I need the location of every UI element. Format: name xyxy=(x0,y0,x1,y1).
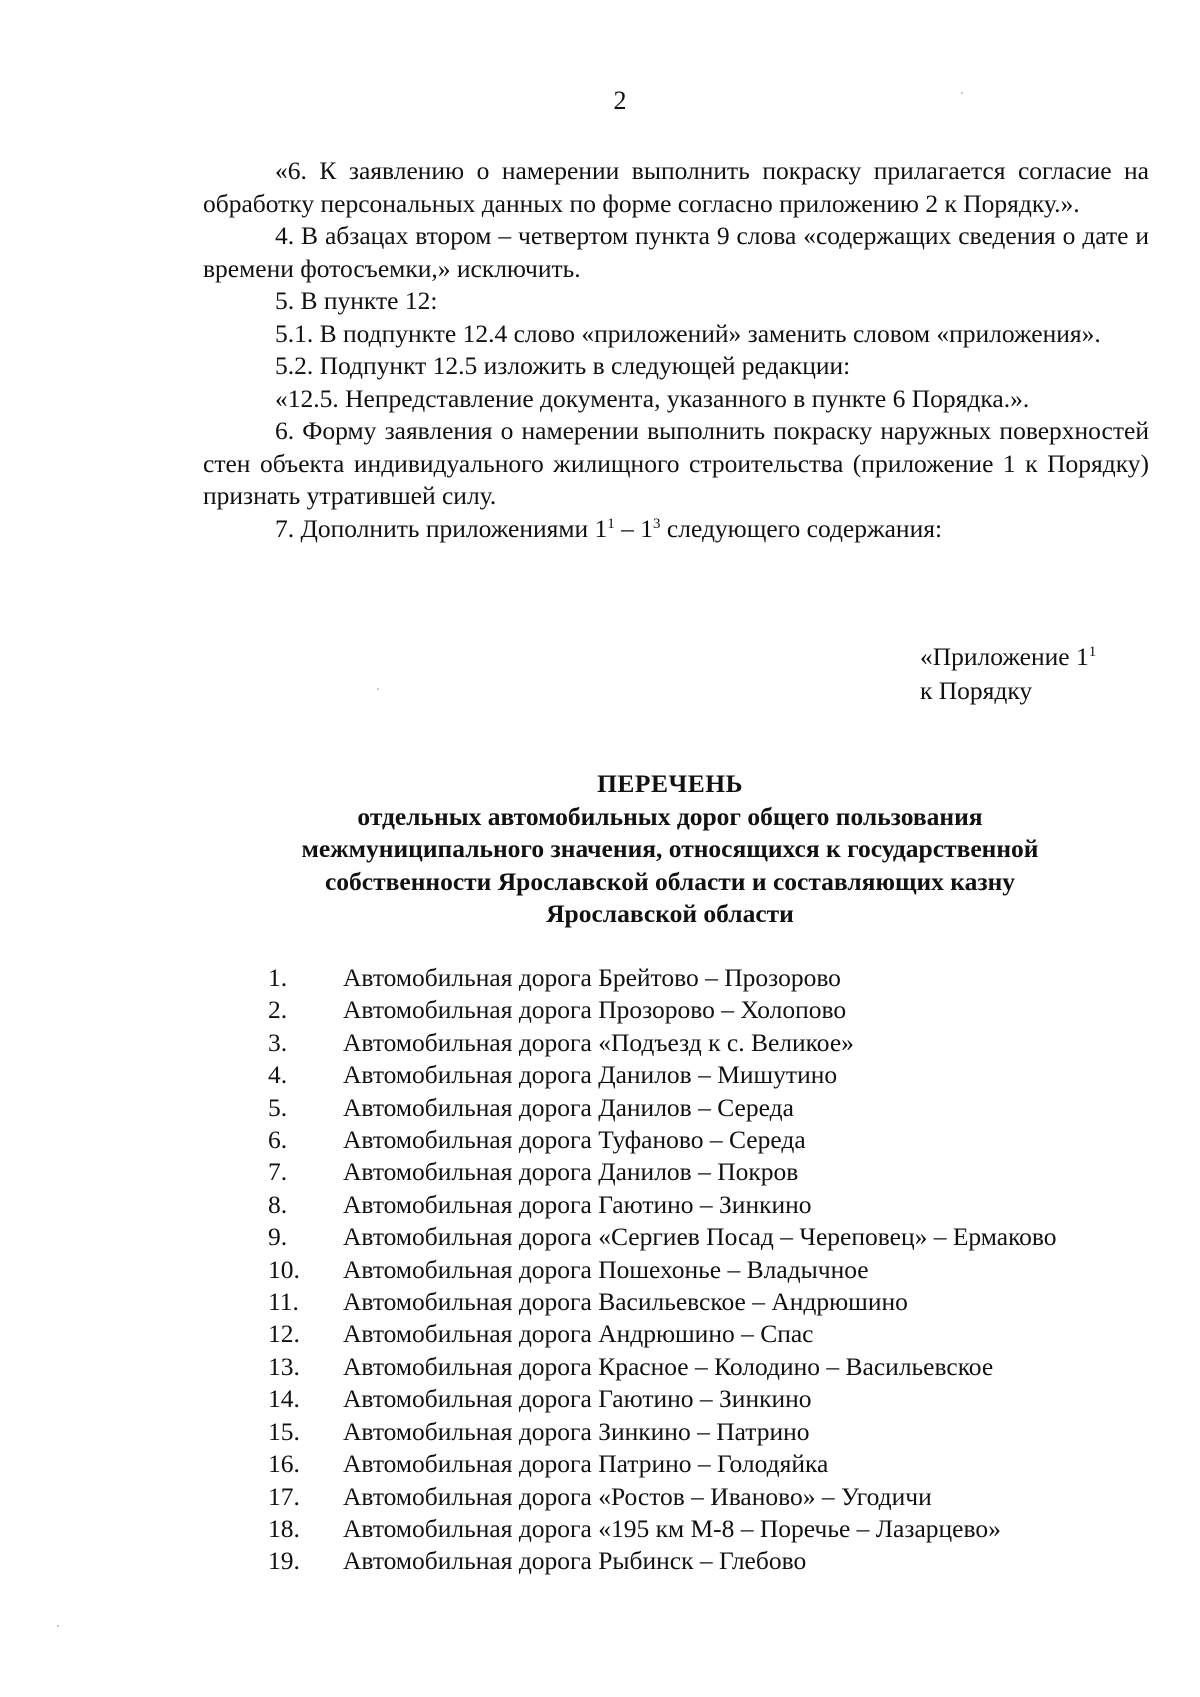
road-number: 6. xyxy=(268,1125,288,1155)
road-list-item xyxy=(268,1124,1168,1156)
paragraph-5: 5. В пункте 12: xyxy=(275,286,438,315)
road-number: 11. xyxy=(268,1287,299,1317)
road-name: Автомобильная дорога «Сергиев Посад – Череповец» – Ермаково xyxy=(343,1222,1057,1252)
appendix-label xyxy=(920,640,1096,708)
road-number: 13. xyxy=(268,1351,300,1381)
road-list-item xyxy=(268,1383,1168,1415)
road-list-item xyxy=(268,1416,1168,1448)
road-list xyxy=(268,962,1168,1578)
road-list-item xyxy=(268,1286,1168,1318)
appendix-line-2: к Порядку xyxy=(920,676,1033,705)
road-number: 10. xyxy=(268,1254,300,1284)
road-name: Автомобильная дорога Рыбинск – Глебово xyxy=(343,1546,807,1576)
appendix-line-1: «Приложение $1^1$ xyxy=(920,642,1097,671)
road-number: 2. xyxy=(268,995,288,1025)
road-number: 7. xyxy=(268,1157,288,1187)
road-name: Автомобильная дорога Брейтово – Прозорово xyxy=(343,963,841,992)
road-list-item xyxy=(268,1513,1168,1545)
road-number: 1. xyxy=(268,963,288,992)
superscript: 1 xyxy=(1088,644,1097,660)
road-list-item xyxy=(268,1027,1168,1059)
road-list-item xyxy=(268,1221,1168,1253)
road-number: 12. xyxy=(268,1319,300,1349)
road-name: Автомобильная дорога Красное – Колодино – Васильевское xyxy=(343,1351,994,1381)
paragraph-item-6-text: «6. К заявлению о намерении выполнить покраску прилагается согласие на обработку персональных данных по форме согласно приложению 2 к Порядку.». xyxy=(203,156,1149,218)
paragraph-7-end: следующего содержания: xyxy=(660,513,943,543)
road-name: Автомобильная дорога Патрино – Голодяйка xyxy=(343,1449,829,1479)
road-list-item xyxy=(268,962,1168,994)
road-name: Автомобильная дорога «Ростов – Иваново» – Угодичи xyxy=(343,1481,932,1511)
road-list-item xyxy=(268,1156,1168,1188)
road-number: 5. xyxy=(268,1092,288,1122)
road-name: Автомобильная дорога «195 км М-8 – Поречье – Лазарцево» xyxy=(343,1513,1001,1543)
road-list-item xyxy=(268,1481,1168,1513)
road-name: Автомобильная дорога Пошехонье – Владычное xyxy=(343,1254,869,1284)
paragraph-7 xyxy=(203,513,1149,546)
paragraph-4: 4. В абзацах втором – четвертом пункта 9 слова «содержащих сведения о дате и времени фотосъемки,» исключить. xyxy=(203,221,1149,283)
road-name: Автомобильная дорога Андрюшино – Спас xyxy=(343,1319,814,1349)
scan-speck xyxy=(377,688,379,690)
paragraph-5-1: 5.1. В подпункте 12.4 слово «приложений» заменить словом «приложения». xyxy=(275,318,1101,348)
road-number: 9. xyxy=(268,1222,288,1252)
road-list-item xyxy=(268,1092,1168,1124)
road-number: 17. xyxy=(268,1481,300,1511)
paragraph-6: 6. Форму заявления о намерении выполнить покраску наружных поверхностей стен объекта индивидуального жилищного строительства (приложение 1 к Порядку) признать утратившей силу. xyxy=(203,416,1149,510)
road-number: 8. xyxy=(268,1189,288,1219)
road-name: Автомобильная дорога Гаютино – Зинкино xyxy=(343,1189,812,1219)
paragraph-7-start: 7. Дополнить приложениями 1 xyxy=(275,513,608,543)
scan-speck xyxy=(57,1625,59,1627)
road-name: Автомобильная дорога Данилов – Мишутино xyxy=(343,1060,838,1090)
road-name: Автомобильная дорога Гаютино – Зинкино xyxy=(343,1384,812,1414)
road-list-item xyxy=(268,994,1168,1026)
road-list-item xyxy=(268,1254,1168,1286)
road-number: 4. xyxy=(268,1060,288,1090)
body-text xyxy=(203,155,1149,545)
paragraph-7-dash: – 1 xyxy=(614,513,654,543)
road-number: 16. xyxy=(268,1449,300,1479)
road-list-item xyxy=(268,1059,1168,1091)
road-list-item xyxy=(268,1545,1168,1577)
scan-speck xyxy=(961,92,963,94)
road-name: Автомобильная дорога Данилов – Покров xyxy=(343,1157,799,1187)
road-list-item xyxy=(268,1351,1168,1383)
road-list-item xyxy=(268,1448,1168,1480)
heading-title: ПЕРЕЧЕНЬ xyxy=(597,769,743,798)
road-number: 15. xyxy=(268,1416,300,1446)
road-name: Автомобильная дорога Васильевское – Андрюшино xyxy=(343,1287,908,1317)
road-number: 3. xyxy=(268,1027,288,1057)
list-heading xyxy=(250,768,1090,931)
road-number: 14. xyxy=(268,1384,300,1414)
paragraph-12-5-text: «12.5. Непредставление документа, указанного в пункте 6 Порядка.». xyxy=(275,383,1030,413)
road-name: Автомобильная дорога Туфаново – Середа xyxy=(343,1125,806,1155)
road-number: 19. xyxy=(268,1546,300,1576)
road-name: Автомобильная дорога Прозорово – Холопово xyxy=(343,995,847,1025)
road-name: Автомобильная дорога Данилов – Середа xyxy=(343,1092,794,1122)
road-name: Автомобильная дорога «Подъезд к с. Великое» xyxy=(343,1027,854,1057)
road-name: Автомобильная дорога Зинкино – Патрино xyxy=(343,1416,810,1446)
road-list-item xyxy=(268,1318,1168,1350)
superscript: 3 xyxy=(653,515,661,532)
heading-subtitle: отдельных автомобильных дорог общего пользования межмуниципального значения, относящихся к государственной собственности Ярославской области и составляющих казну Ярославской области xyxy=(301,801,1039,928)
road-number: 18. xyxy=(268,1513,300,1543)
paragraph-5-2: 5.2. Подпункт 12.5 изложить в следующей редакции: xyxy=(275,351,851,380)
superscript: 1 xyxy=(607,515,615,532)
road-list-item xyxy=(268,1189,1168,1221)
page-number: 2 xyxy=(613,86,627,115)
